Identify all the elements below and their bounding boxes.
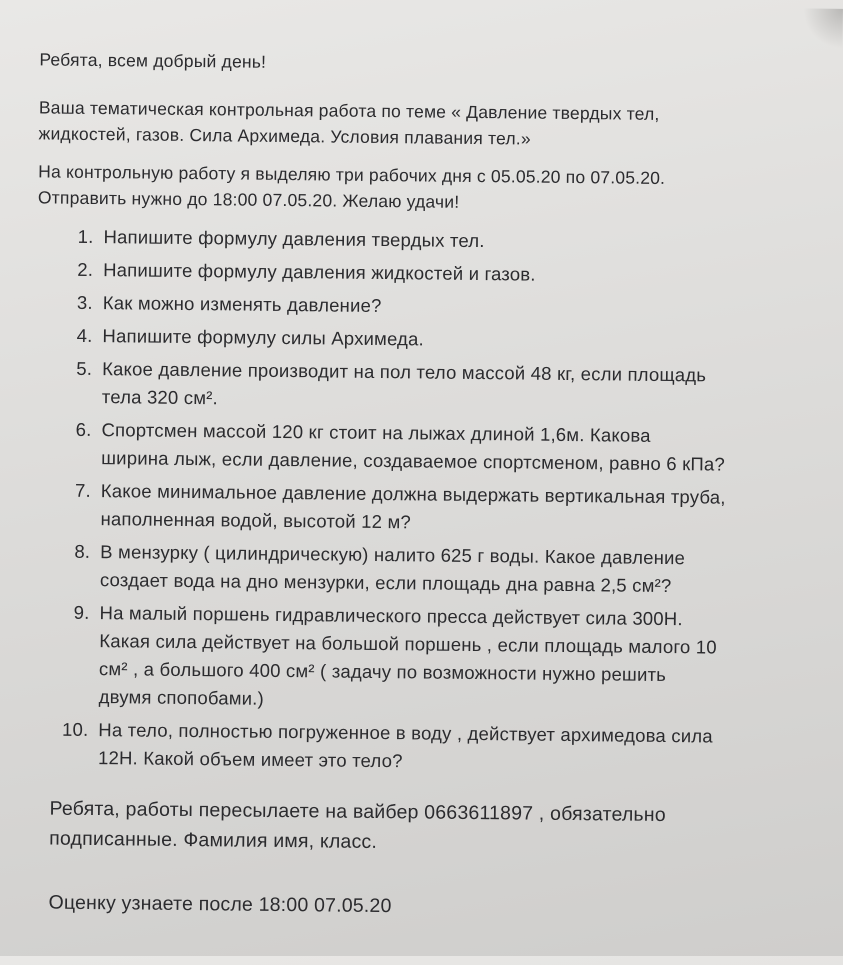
question-text <box>103 223 800 258</box>
greeting: Ребята, всем добрый день! <box>39 49 267 72</box>
question-line: двумя спопобами.) <box>98 686 265 709</box>
question-item <box>63 416 799 480</box>
question-number: 8. <box>74 540 91 562</box>
question-line: На тело, полностью погруженное в воду , действует архимедова сила <box>98 719 713 747</box>
schedule-paragraph <box>38 158 802 218</box>
question-text <box>102 355 800 418</box>
question-text <box>103 289 800 324</box>
topic-line: Ваша тематическая контрольная работа по теме « Давление твердых тел, <box>38 97 660 124</box>
question-text <box>100 477 798 540</box>
question-item <box>65 289 800 325</box>
question-text <box>102 322 799 357</box>
question-line: В мензурку ( цилиндрическую) налито 625 г воды. Какое давление <box>100 541 686 569</box>
question-item <box>64 355 800 419</box>
question-line: Напишите формулу давления жидкостей и газов. <box>103 259 536 285</box>
question-text <box>103 256 800 291</box>
submission-line: подписанные. Фамилия имя, класс. <box>49 827 378 853</box>
question-text <box>99 599 797 718</box>
question-text <box>100 538 798 601</box>
question-line: ширина лыж, если давление, создаваемое спортсменом, равно 6 кПа? <box>101 447 726 475</box>
paper-corner-shadow <box>803 8 843 48</box>
question-item <box>65 223 800 259</box>
question-line: Какое давление производит на пол тело массой 48 кг, если площадь <box>102 358 707 386</box>
question-number: 1. <box>77 225 94 247</box>
question-number: 5. <box>76 357 93 379</box>
schedule-line: На контрольную работу я выделяю три рабочих дня с 05.05.20 по 07.05.20. <box>38 161 666 188</box>
question-list <box>32 222 801 779</box>
question-line: Спортсмен массой 120 кг стоит на лыжах длиной 1,6м. Какова <box>101 419 651 446</box>
question-line: тела 320 см². <box>101 386 219 409</box>
question-line: Какая сила действует на большой поршень , если площадь малого 10 <box>99 630 717 658</box>
question-text <box>101 416 799 479</box>
topic-line: жидкостей, газов. Сила Архимеда. Условия плавания тел.» <box>38 123 531 149</box>
question-item <box>64 322 799 358</box>
schedule-line: Отправить нужно до 18:00 07.05.20. Желаю удачи! <box>37 187 460 212</box>
question-line: создает вода на дно мензурки, если площадь дна равна 2,5 см²? <box>99 569 672 597</box>
question-line: Какое минимальное давление должна выдержать вертикальная труба, <box>100 480 726 508</box>
grade-note: Оценку узнаете после 18:00 07.05.20 <box>48 891 392 918</box>
question-number: 10. <box>61 718 89 740</box>
question-number: 3. <box>76 291 93 313</box>
question-line: см² , а большого 400 см² ( задачу по возможности нужно решить <box>98 658 667 686</box>
question-number: 7. <box>74 479 91 501</box>
question-line: 12Н. Какой объем имеет это тело? <box>97 747 403 772</box>
question-text <box>98 716 796 779</box>
question-line: наполненная водой, высотой 12 м? <box>100 508 412 533</box>
question-number: 9. <box>73 601 90 623</box>
question-item <box>62 538 798 602</box>
question-number: 2. <box>77 258 94 280</box>
question-number: 6. <box>75 418 92 440</box>
question-line: Напишите формулу давления твердых тел. <box>103 226 485 252</box>
question-line: Как можно изменять давление? <box>102 292 382 317</box>
submission-paragraph <box>49 794 795 862</box>
topic-paragraph <box>38 94 802 154</box>
question-line: Напишите формулу силы Архимеда. <box>102 325 425 350</box>
question-number: 4. <box>76 324 93 346</box>
submission-line: Ребята, работы пересылаете на вайбер 0663611897 , обязательно <box>49 797 666 827</box>
question-item <box>65 256 800 292</box>
question-item <box>62 477 798 541</box>
question-item <box>61 599 797 719</box>
question-line: На малый поршень гидравлического пресса действует сила 300Н. <box>99 602 683 630</box>
question-item <box>60 716 796 780</box>
